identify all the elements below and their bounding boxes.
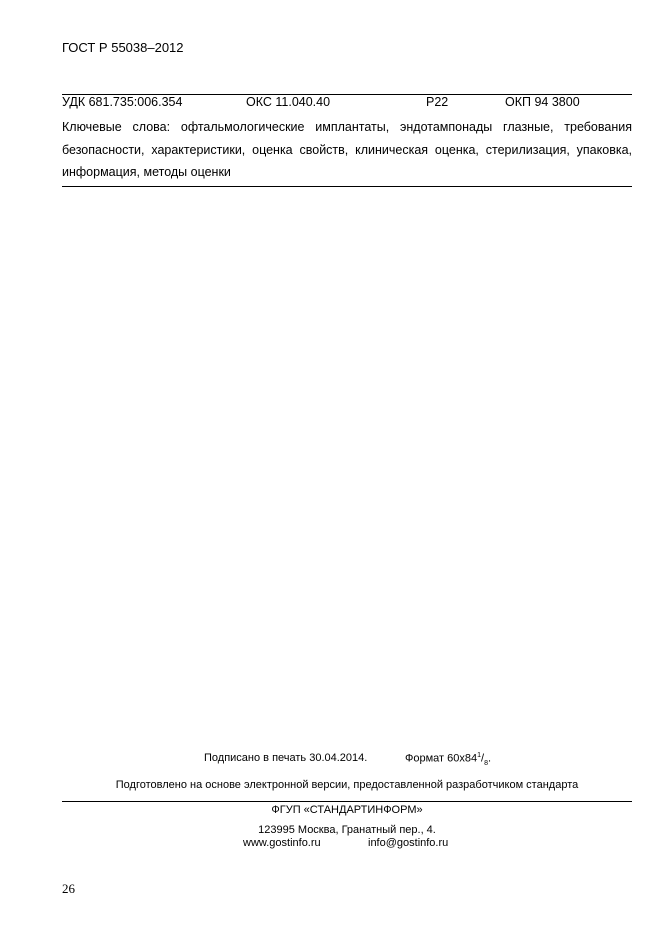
oks-code: ОКС 11.040.40 xyxy=(246,95,331,109)
publisher-name: ФГУП «СТАНДАРТИНФОРМ» xyxy=(271,804,423,816)
format-label: Формат 60x84 xyxy=(405,752,478,765)
top-rule xyxy=(62,94,632,95)
website-link[interactable]: www.gostinfo.ru xyxy=(243,837,321,849)
keywords-bottom-rule xyxy=(62,186,632,187)
format-numerator: 1 xyxy=(477,752,482,759)
page-number: 26 xyxy=(62,881,75,896)
email-link[interactable]: info@gostinfo.ru xyxy=(368,837,449,849)
standard-code: ГОСТ Р 55038–2012 xyxy=(62,40,184,55)
group-code: Р22 xyxy=(426,95,449,109)
signed-date: Подписано в печать 30.04.2014. xyxy=(204,752,368,764)
format-end: . xyxy=(487,752,492,765)
keywords-paragraph: Ключевые слова: офтальмологические имплантаты, эндотампонады глазные, требования безопасности, характеристики, оценка свойств, клиническая оценка, стерилизация, упаковка, информация, методы оценки xyxy=(62,120,632,179)
prepared-note: Подготовлено на основе электронной версии, предоставленной разработчиком стандарта xyxy=(115,779,579,791)
format-denominator: 8 xyxy=(484,759,488,767)
imprint-rule xyxy=(62,801,632,802)
paper-format: Формат $60x84^1/_8$. xyxy=(405,752,492,767)
publisher-address: 123995 Москва, Гранатный пер., 4. xyxy=(258,824,436,836)
okp-code: ОКП 94 3800 xyxy=(505,95,580,109)
udk-code: УДК 681.735:006.354 xyxy=(62,95,183,109)
